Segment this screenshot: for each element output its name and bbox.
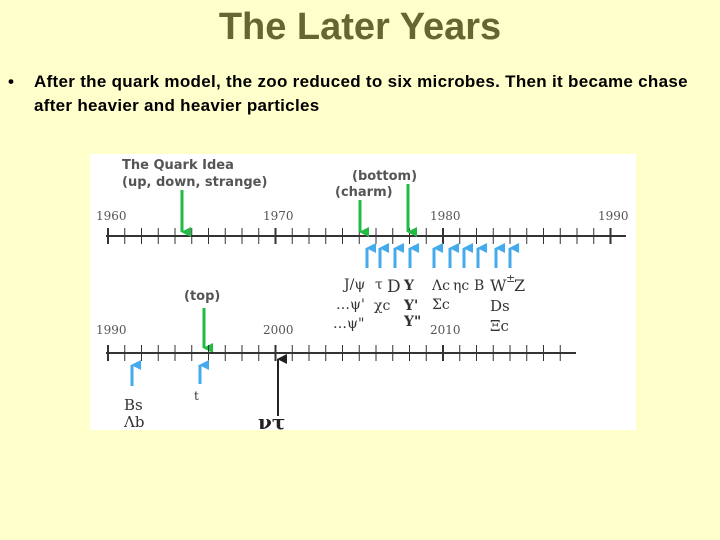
tick-label-1980: 1980 — [430, 209, 461, 223]
note-quark-idea-line1: The Quark Idea — [122, 158, 234, 173]
note-top: (top) — [184, 289, 221, 304]
particle-upsilon-prime: Υ' — [404, 298, 419, 314]
particle-z: Z — [514, 276, 526, 295]
tick-label-2010: 2010 — [430, 323, 461, 337]
particle-w-charge: ± — [506, 272, 516, 285]
particle-timeline-figure — [90, 154, 636, 430]
tick-label-2000: 2000 — [263, 323, 294, 337]
particle-bs: Bs — [124, 396, 143, 414]
note-charm: (charm) — [335, 185, 393, 200]
particle-xi-c: Ξc — [490, 317, 509, 335]
slide-title: The Later Years — [218, 6, 502, 48]
particle-lambda-b: Λb — [124, 413, 145, 430]
particle-jpsi: J/ψ — [344, 277, 366, 293]
bullet-text: After the quark model, the zoo reduced to six microbes. Then it became chase after heavier and heavier particles — [34, 72, 688, 115]
bullet-point — [8, 70, 713, 118]
particle-lambda-c: Λc — [432, 278, 450, 294]
timeline1-discovery-arrows — [367, 248, 510, 268]
tick-label-1960: 1960 — [96, 209, 127, 223]
particle-w: W — [490, 276, 507, 295]
particle-upsilon: Υ — [404, 278, 414, 294]
particle-tau: τ — [375, 277, 383, 293]
particle-upsilon-double-prime: Υ" — [404, 314, 422, 330]
particle-ds: Ds — [490, 297, 510, 315]
timeline-diagram — [90, 154, 636, 430]
particle-b: B — [474, 278, 485, 294]
tick-label-1970: 1970 — [263, 209, 294, 223]
bullet-marker: • — [8, 72, 14, 91]
particle-d: D — [387, 277, 401, 297]
particle-chi-c: χc — [374, 298, 391, 314]
particle-psi-prime: …ψ' — [336, 297, 365, 313]
note-bottom: (bottom) — [352, 169, 418, 184]
tick-label-1990: 1990 — [598, 209, 629, 223]
particle-t: t — [194, 389, 199, 403]
particle-sigma-c: Σc — [432, 297, 450, 313]
note-quark-idea-line2: (up, down, strange) — [122, 175, 268, 190]
tick-label-1990-row2: 1990 — [96, 323, 127, 337]
particle-psi-double-prime: …ψ" — [333, 316, 365, 332]
particle-nu-tau: ντ — [258, 410, 286, 430]
particle-eta-c: ηc — [453, 278, 470, 294]
